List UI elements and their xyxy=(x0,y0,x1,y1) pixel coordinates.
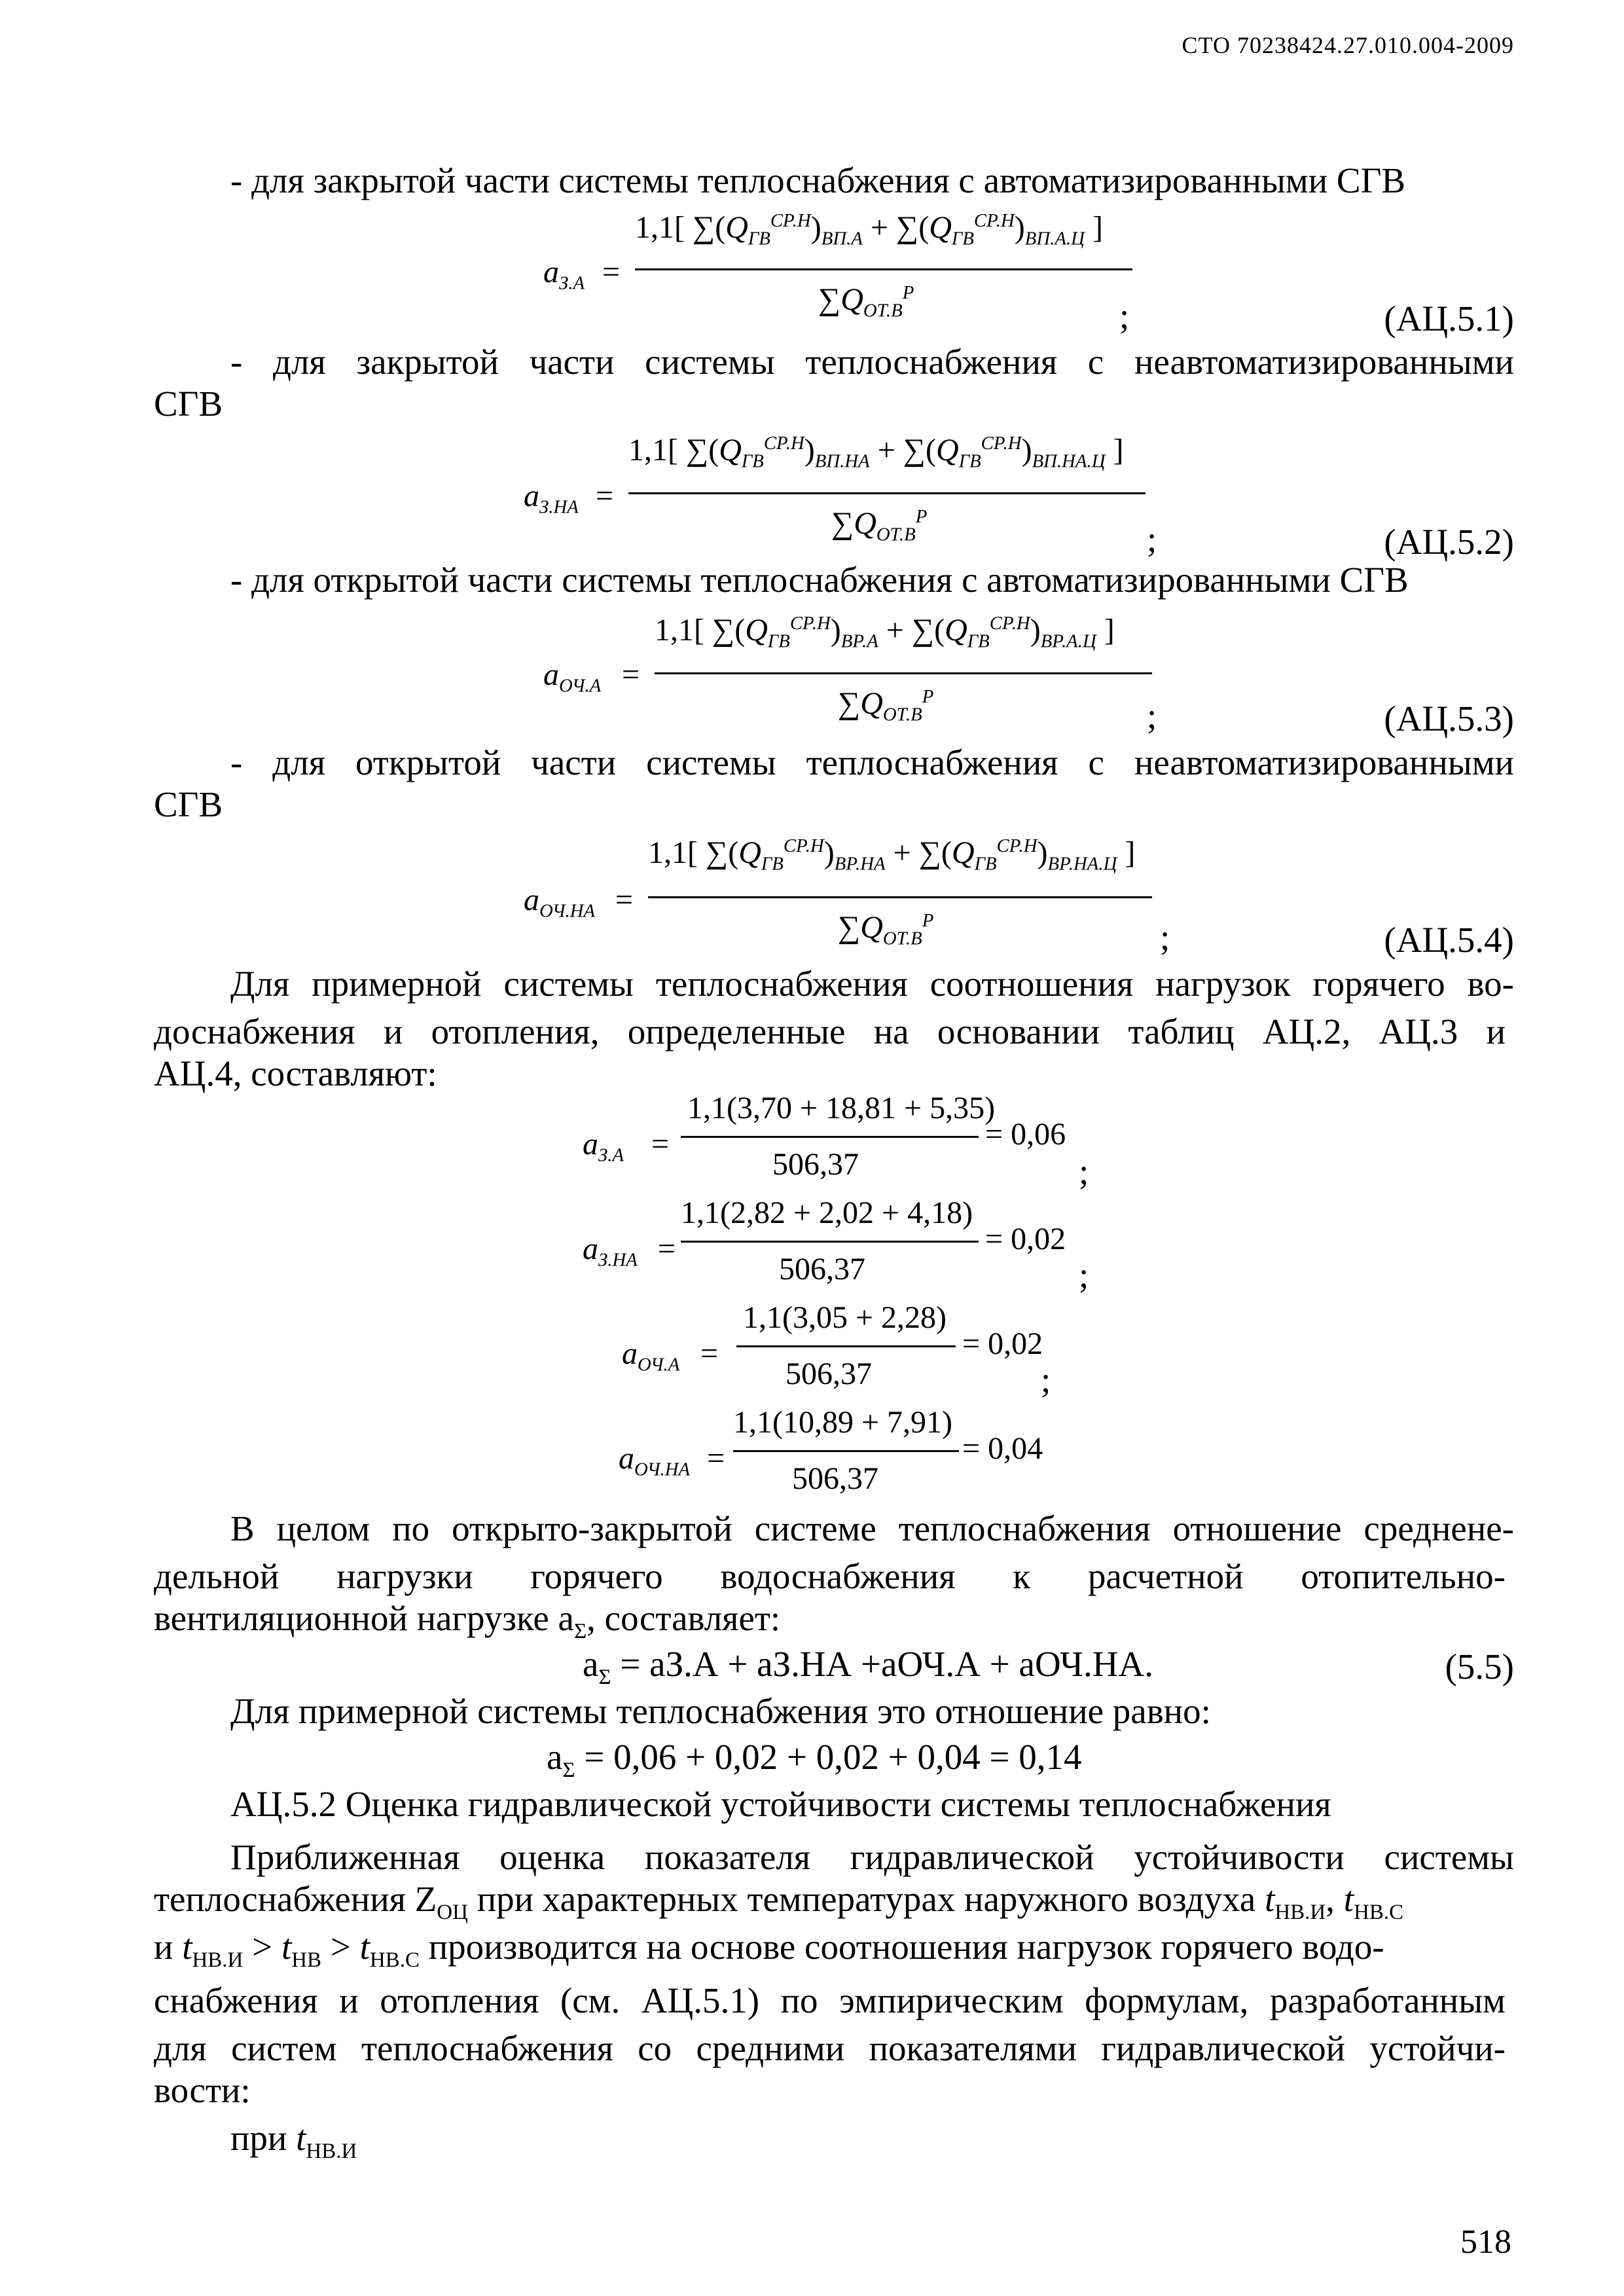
semicolon: ; xyxy=(1079,1152,1089,1192)
semicolon: ; xyxy=(1160,917,1170,957)
paragraph-intro-line2: доснабжения и отопления, определенные на основании таблиц АЦ.2, АЦ.3 и xyxy=(154,1011,1506,1051)
semicolon: ; xyxy=(1147,519,1157,559)
paragraph-total-line3: вентиляционной нагрузке $a_\Sigma$, составляет: xyxy=(154,1598,781,1643)
numeric-formula-ocha: $a_{ОЧ.А}$ = 1,1(3,05 + 2,28) 506,37 = 0,02 xyxy=(622,1300,1043,1391)
bullet-open-auto: - для открытой части системы теплоснабжения с автоматизированными СГВ xyxy=(230,560,1409,600)
paragraph-example: Для примерной системы теплоснабжения это отношение равно: xyxy=(230,1691,1211,1731)
semicolon: ; xyxy=(1079,1255,1089,1295)
numeric-formula-ochna: $a_{ОЧ.НА}$ = 1,1(10,89 + 7,91) 506,37 = 0,04 xyxy=(619,1405,1043,1496)
formula-ac-5-3: $a_{ОЧ.А}$ = 1,1[ $\sum(Q_{ГВ}^{СР.Н})_{ВР.А} + \sum(Q_{ГВ}^{СР.Н})_{ВР.А.Ц}$ ] $\sum Q_{ОТ.В}^Р$ xyxy=(543,599,1159,737)
paragraph-estimate-line6: вости: xyxy=(154,2070,251,2110)
paragraph-estimate-line2: теплоснабжения $Z_{ОЦ}$ при характерных температурах наружного воздуха $t_{НВ.И}$, $t_{НВ.С}$ xyxy=(154,1879,1404,1924)
formula-ac-5-1: $a_{З.А}$ = 1,1[ $\sum(Q_{ГВ}^{СР.Н})_{ВП.А} + \sum(Q_{ГВ}^{СР.Н})_{ВП.А.Ц}$ ] $\sum Q_{ОТ.В}^Р$ xyxy=(543,196,1132,334)
eq-label-5-5: (5.5) xyxy=(1445,1647,1514,1686)
section-heading: АЦ.5.2 Оценка гидравлической устойчивости системы теплоснабжения xyxy=(230,1784,1331,1824)
eq-label-5-3: (АЦ.5.3) xyxy=(1384,699,1514,738)
equation-example: $a_\Sigma = 0,06 + 0,02 + 0,02 + 0,04 = 0,14$ xyxy=(547,1737,1082,1782)
paragraph-total-line2: дельной нагрузки горячего водоснабжения к расчетной отопительно- xyxy=(154,1556,1506,1596)
paragraph-estimate-line4: снабжения и отопления (см. АЦ.5.1) по эмпирическим формулам, разработанным xyxy=(154,1980,1506,2020)
semicolon: ; xyxy=(1147,696,1157,736)
document-code: СТО 70238424.27.010.004-2009 xyxy=(1182,32,1514,58)
paragraph-estimate-line1: Приближенная оценка показателя гидравлической устойчивости системы xyxy=(230,1837,1514,1877)
semicolon: ; xyxy=(1041,1360,1051,1400)
eq-label-5-2: (АЦ.5.2) xyxy=(1384,522,1514,562)
paragraph-estimate-line3: и $t_{НВ.И} > t_{НВ} > t_{НВ.С}$ производится на основе соотношения нагрузок горячего водо- xyxy=(154,1927,1384,1972)
paragraph-estimate-line5: для систем теплоснабжения со средними показателями гидравлической устойчи- xyxy=(154,2028,1506,2068)
paragraph-intro-line1: Для примерной системы теплоснабжения соотношения нагрузок горячего во- xyxy=(230,964,1514,1004)
numeric-formula-zna: $a_{З.НА}$ = 1,1(2,82 + 2,02 + 4,18) 506,37 = 0,02 xyxy=(583,1195,1066,1286)
equation-5-5: $a_\Sigma = аЗ.А + аЗ.НА +аОЧ.А + аОЧ.НА$. xyxy=(583,1644,1153,1689)
paragraph-intro-line3: АЦ.4, составляют: xyxy=(154,1053,437,1093)
eq-label-5-4: (АЦ.5.4) xyxy=(1384,920,1514,960)
page-number: 518 xyxy=(1460,2223,1511,2261)
eq-label-5-1: (АЦ.5.1) xyxy=(1384,299,1514,338)
sgv-word: СГВ xyxy=(154,384,223,424)
numeric-formula-za: $a_{З.А}$ = 1,1(3,70 + 18,81 + 5,35) 506,37 = 0,06 xyxy=(583,1091,1066,1182)
bullet-closed-nonauto: - для закрытой части системы теплоснабжения с неавтоматизированными xyxy=(230,342,1514,382)
paragraph-total-line1: В целом по открыто-закрытой системе теплоснабжения отношение средненe- xyxy=(230,1508,1514,1548)
formula-ac-5-2: $a_{З.НА}$ = 1,1[ $\sum(Q_{ГВ}^{СР.Н})_{ВП.НА} + \sum(Q_{ГВ}^{СР.Н})_{ВП.НА.Ц}$ ] $\sum Q_{ОТ.В}^Р$ xyxy=(524,419,1152,556)
sgv-word: СГВ xyxy=(154,784,223,824)
bullet-open-nonauto: - для открытой части системы теплоснабжения с неавтоматизированными xyxy=(230,742,1514,782)
bullet-closed-auto: - для закрытой части системы теплоснабжения с автоматизированными СГВ xyxy=(230,160,1406,200)
formula-ac-5-4: $a_{ОЧ.НА}$ = 1,1[ $\sum(Q_{ГВ}^{СР.Н})_{ВР.НА} + \sum(Q_{ГВ}^{СР.Н})_{ВР.НА.Ц}$ ] $\sum Q_{ОТ.В}^Р$ xyxy=(524,822,1165,959)
at-temperature-label: при $t_{НВ.И}$ xyxy=(230,2118,357,2163)
semicolon: ; xyxy=(1119,296,1130,336)
